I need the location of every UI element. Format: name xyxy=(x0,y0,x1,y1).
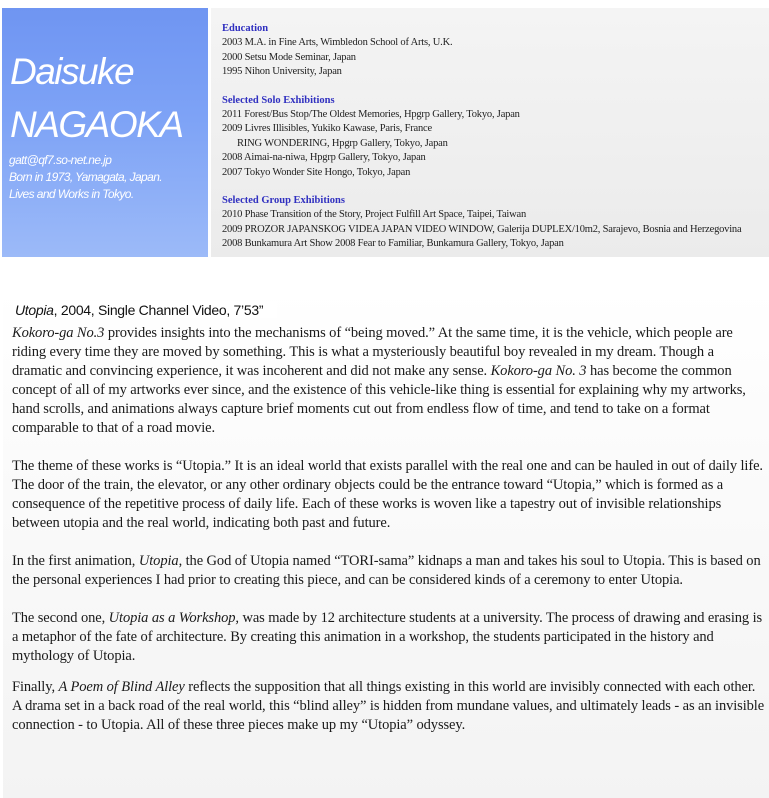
artist-last-name: NAGAOKA xyxy=(10,104,183,145)
work-title-details: , 2004, Single Channel Video, 7’53” xyxy=(53,302,264,318)
work-reference: A Poem of Blind Alley xyxy=(58,679,185,695)
work-description-panel xyxy=(3,288,769,798)
work-title xyxy=(13,302,277,318)
education-item: 2003 M.A. in Fine Arts, Wimbledon School of Arts, U.K. xyxy=(222,37,453,48)
paragraph-4 xyxy=(12,609,767,666)
description-text xyxy=(12,324,767,754)
education-heading: Education xyxy=(222,23,269,34)
group-exhibition-item: 2008 Bunkamura Art Show 2008 Fear to Familiar, Bunkamura Gallery, Tokyo, Japan xyxy=(222,238,564,249)
group-exhibitions-heading: Selected Group Exhibitions xyxy=(222,195,345,206)
group-exhibition-item: 2010 Phase Transition of the Story, Project Fulfill Art Space, Taipei, Taiwan xyxy=(222,209,527,220)
work-reference: Utopia xyxy=(138,553,179,569)
artist-email[interactable]: gatt@qf7.so-net.ne.jp xyxy=(9,153,112,167)
cv-panel xyxy=(211,8,769,257)
solo-exhibition-item: 2011 Forest/Bus Stop/The Oldest Memories, Hpgrp Gallery, Tokyo, Japan xyxy=(222,108,520,120)
education-item: 2000 Setsu Mode Seminar, Japan xyxy=(222,51,356,63)
work-reference: Utopia as a Workshop, xyxy=(108,610,239,626)
artist-panel xyxy=(2,8,208,257)
paragraph-text: Finally, xyxy=(12,679,59,695)
paragraph-text: reflects the supposition that all things existing in this world are invisibly connected with each other. xyxy=(184,679,756,695)
paragraph-5 xyxy=(12,678,767,735)
solo-exhibition-item: 2007 Tokyo Wonder Site Hongo, Tokyo, Japan xyxy=(222,166,411,178)
paragraph-text: A drama set in a back road of the real world, this “blind alley” is hidden from mundane values, and ultimately leads - as an invisible connection - to Utopia. All of these three pieces make up my “Utopia” odyssey. xyxy=(12,698,765,733)
solo-exhibition-item: RING WONDERING, Hpgrp Gallery, Tokyo, Japan xyxy=(237,137,448,149)
work-reference: Kokoro-ga No.3 xyxy=(12,325,105,341)
paragraph-3 xyxy=(12,552,767,590)
cv-content xyxy=(222,21,741,252)
artist-lives: Lives and Works in Tokyo. xyxy=(9,187,134,201)
artist-born: Born in 1973, Yamagata, Japan. xyxy=(9,170,163,184)
paragraph-text: was made by 12 architecture students at a university. The process of drawing and erasing is a metaphor of the fate of architecture. By creating this animation in a workshop, the students participated in the history and mythology of Utopia. xyxy=(12,610,763,664)
solo-exhibitions-heading: Selected Solo Exhibitions xyxy=(222,94,335,106)
group-exhibition-item: 2009 PROZOR JAPANSKOG VIDEA JAPAN VIDEO WINDOW, Galerija DUPLEX/10m2, Sarajevo, Bosnia and Herzegovina xyxy=(222,223,742,235)
education-item: 1995 Nihon University, Japan xyxy=(222,66,342,77)
paragraph-2: The theme of these works is “Utopia.” It is an ideal world that exists parallel with the real one and can be hauled in out of daily life. The door of the train, the elevator, or any other ordinary objects could be the entrance toward “Utopia,” which is formed as a consequence of the repetitive process of daily life. Each of these works is woven like a tapestry out of invisible relationships between utopia and the real world, indicating both past and future. xyxy=(12,458,763,531)
paragraph-text: The second one, xyxy=(12,610,109,626)
paragraph-1 xyxy=(12,324,767,438)
solo-exhibition-item: 2009 Livres Illisibles, Yukiko Kawase, Paris, France xyxy=(222,123,432,134)
solo-exhibition-item: 2008 Aimai-na-niwa, Hpgrp Gallery, Tokyo, Japan xyxy=(222,152,426,163)
paragraph-text: provides insights into the mechanisms of “being moved.” At the same time, it is the vehicle, which people are riding every time they are moved by something. This is what a mysteriously beautiful boy revealed in my dream. Though a dramatic and convincing experience, it was incoherent and did not make any sense. xyxy=(12,325,733,379)
work-reference: Kokoro-ga No. 3 xyxy=(490,363,587,379)
header-section xyxy=(0,0,769,260)
paragraph-text: has become the common concept of all of my artworks ever since, and the existence of this vehicle-like thing is essential for explaining why my artworks, hand scrolls, and animations always capture brief moments cut out from endless flow of time, and tend to take on a format comparable to that of a road movie. xyxy=(12,363,746,436)
work-title-name: Utopia xyxy=(15,302,54,318)
paragraph-text: , the God of Utopia named “TORI-sama” kidnaps a man and takes his soul to Utopia. This is based on the personal experiences I had prior to creating this piece, and can be considered kinds of a ceremony to enter Utopia. xyxy=(12,553,761,588)
artist-info xyxy=(9,152,162,203)
artist-first-name: Daisuke xyxy=(10,51,134,92)
paragraph-text: In the first animation, xyxy=(12,553,139,569)
